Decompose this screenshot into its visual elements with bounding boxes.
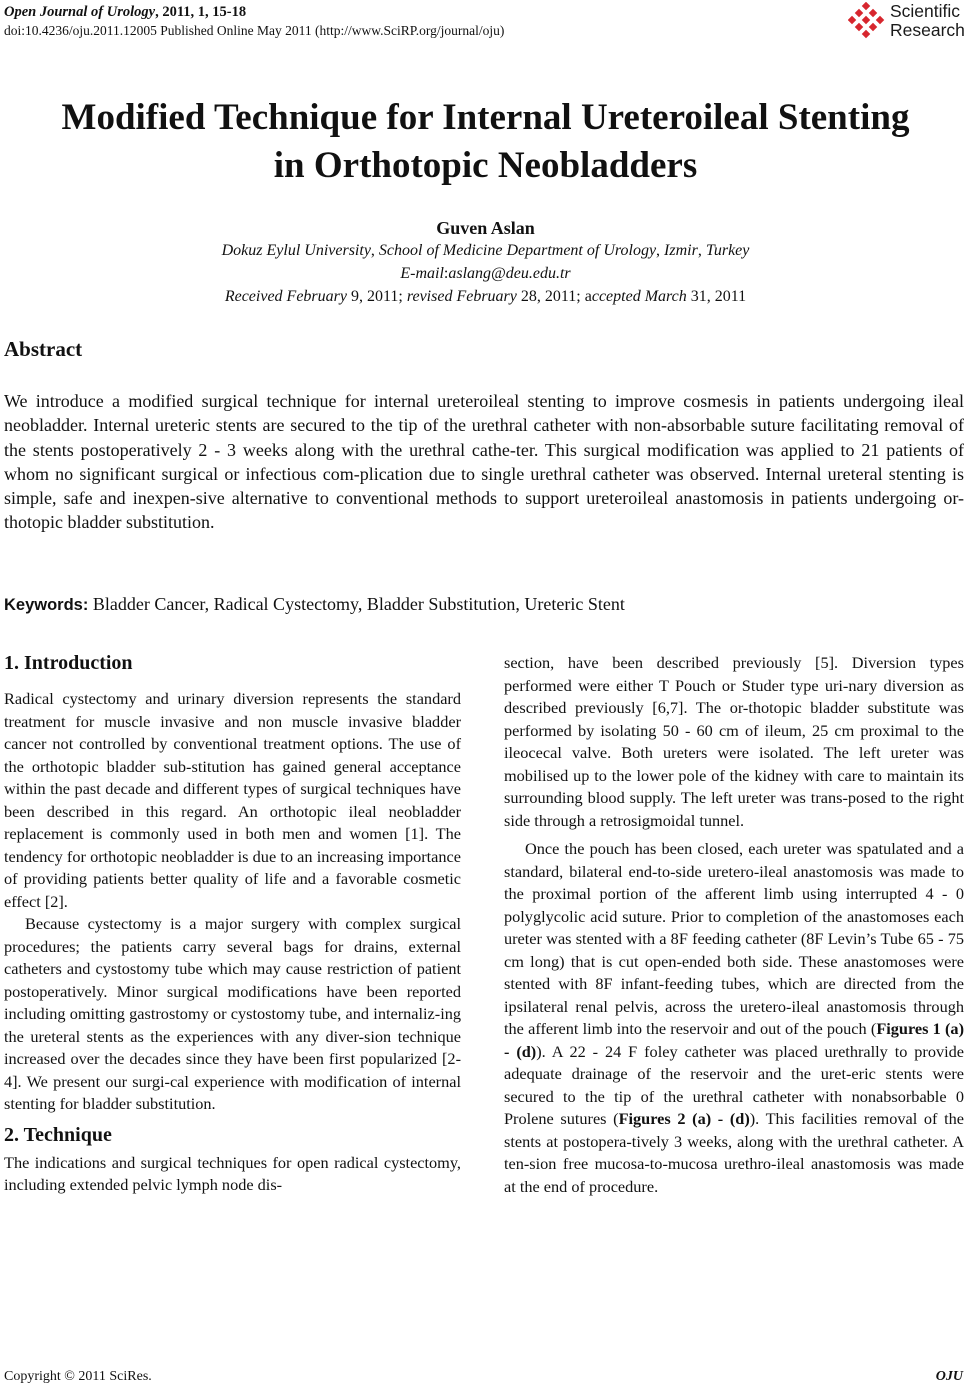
journal-volume: , 2011, 1, 15-18 xyxy=(155,4,247,20)
affil-sep: , xyxy=(656,242,665,259)
journal-citation xyxy=(4,4,246,21)
affil-university: Dokuz Eylul University xyxy=(221,242,371,259)
logo-line-1: Scientific xyxy=(890,1,961,21)
received-date: 9, 2011; xyxy=(346,288,407,305)
keywords-label: Keywords: xyxy=(4,596,89,614)
para-text: ). This facilities removal of the stents at postopera-tively 3 weeks, along with the urethral catheter. A ten-sion free mucosa-to-mucosa urethro-ileal anastomosis was made at the end of procedure. xyxy=(504,1109,964,1196)
logo-diamond-icon xyxy=(848,2,888,42)
affiliation xyxy=(0,242,971,260)
publisher-logo xyxy=(848,2,970,42)
footer-copyright: Copyright © 2011 SciRes. xyxy=(4,1369,152,1384)
email-colon: : xyxy=(443,265,449,282)
para-text: ). A 22 - 24 F foley catheter was placed urethrally to provide adequate drainage of the reservoir and the uret-eric stents were secured to the tip of the urethral catheter with nonabsorbable 0 Prolene sutures ( xyxy=(504,1041,965,1128)
right-column xyxy=(504,652,964,1198)
intro-paragraph-1: Radical cystectomy and urinary diversion represents the standard treatment for muscle invasive and non muscle invasive bladder cancer not controlled by conventional treatment options. The use of the orthotopic bladder sub-stitution has gained general acceptance within the past decade and different types of surgical techniques have been described in this regard. An orthotopic ileal neobladder replacement is commonly used in both men and women [1]. The tendency for orthotopic neobladder is due to an increasing importance of providing patients better quality of life and a favorable cosmetic effect [2]. xyxy=(4,689,461,911)
email-label: E-mail xyxy=(400,265,444,282)
intro-paragraph-2: Because cystectomy is a major surgery with complex surgical procedures; the patients carry several bags for drains, external catheters and cystostomy tube which may cause restriction of patient postoperatively. Minor surgical modifications have been reported including omitting gastrostomy or cystostomy tube, and internaliz-ing the ureteral stents as the experiences with any diver-sion technique increased over the decades since they have been first popularized [2-4]. We present our surgi-cal experience with modification of internal stenting for bladder substitution. xyxy=(4,914,461,1113)
received-label: Received February xyxy=(224,288,347,305)
revised-date: 28, 2011; a xyxy=(516,288,592,305)
left-column xyxy=(4,650,461,1197)
abstract-heading: Abstract xyxy=(4,337,83,361)
technique-paragraph-1-start: The indications and surgical techniques for open radical cystectomy, including extended pelvic lymph node dis- xyxy=(4,1152,461,1194)
affil-school: School of Medicine Department of Urology xyxy=(378,242,657,259)
affil-city: Izmir xyxy=(664,242,698,259)
affil-sep: , xyxy=(697,242,706,259)
title-line-2: in Orthotopic Neobladders xyxy=(273,145,698,186)
title-line-1: Modified Technique for Internal Ureteroileal Stenting xyxy=(61,97,910,138)
journal-name: Open Journal of Urology xyxy=(4,4,156,20)
logo-line-2: Research xyxy=(890,20,965,40)
email-address[interactable]: aslang@deu.edu.tr xyxy=(448,265,571,282)
keywords xyxy=(4,594,625,615)
paper-title xyxy=(0,94,971,190)
affil-country: Turkey xyxy=(705,242,750,259)
figure-ref-2[interactable]: Figures 2 (a) - (d) xyxy=(618,1109,750,1128)
figure-ref-1[interactable]: Figures 1 (a) - (d) xyxy=(504,1019,964,1061)
revised-label: revised February xyxy=(406,288,517,305)
section-heading-technique: 2. Technique xyxy=(4,1123,112,1146)
accepted-date: 31, 2011 xyxy=(686,288,747,305)
article-dates xyxy=(0,288,971,306)
doi-line: doi:10.4236/oju.2011.12005 Published Online May 2011 (http://www.SciRP.org/journal/oju) xyxy=(4,23,505,38)
accepted-label: ccepted March xyxy=(591,288,687,305)
abstract-body: We introduce a modified surgical technique for internal ureteroileal stenting to improve cosmesis in patients undergoing ileal neobladder. Internal ureteric stents are secured to the tip of the urethral catheter with non-absorbable suture facilitating removal of the stents postoperatively 2 - 3 weeks along with the urethral cathe-ter. This surgical modification was applied to 21 patients of whom no significant surgical or infectious com-plication due to single urethral catheter was observed. Internal ureteral stenting is simple, safe and inexpen-sive alternative to conventional methods to support ureteroileal anastomosis in patients undergoing or-thotopic bladder substitution. xyxy=(4,391,964,533)
logo-text xyxy=(890,2,965,40)
keywords-value: Bladder Cancer, Radical Cystectomy, Bladder Substitution, Ureteric Stent xyxy=(88,594,625,614)
section-heading-introduction: 1. Introduction xyxy=(4,652,133,674)
affil-sep: , xyxy=(370,242,379,259)
technique-paragraph-1-cont: section, have been described previously [5]. Diversion types performed were either T Pouch or Studer type uri-nary diversion as described previously [6,7]. The or-thotopic bladder substitute was performed by isolating 50 - 60 cm of ileum, 25 cm proximal to the ileocecal valve. Both ureters were isolated. The left ureter was mobilised up to the lower pole of the kidney with care to maintain its surrounding blood supply. The left ureter was trans-posed to the right side through a retrosigmoidal tunnel. xyxy=(504,653,964,830)
technique-paragraph-2 xyxy=(504,838,964,1198)
para-text: Once the pouch has been closed, each ureter was spatulated and a standard, bilateral end-to-side uretero-ileal anastomosis was made to the proximal portion of the afferent limb using interrupted 4 - 0 polyglycolic acid suture. Prior to completion of the anastomoses each ureter was stented with a 8F feeding catheter (8F Levin’s Tube 65 - 75 cm long) that is cut open-ended both side. These anastomoses were stented with 8F infant-feeding tubes, which are directed from the ipsilateral renal pelvis, across the uretero-ileal anastomosis through the afferent limb into the reservoir and out of the pouch ( xyxy=(504,839,964,1038)
author-email xyxy=(0,265,971,283)
footer-journal: OJU xyxy=(935,1369,963,1384)
author-name: Guven Aslan xyxy=(436,218,535,238)
